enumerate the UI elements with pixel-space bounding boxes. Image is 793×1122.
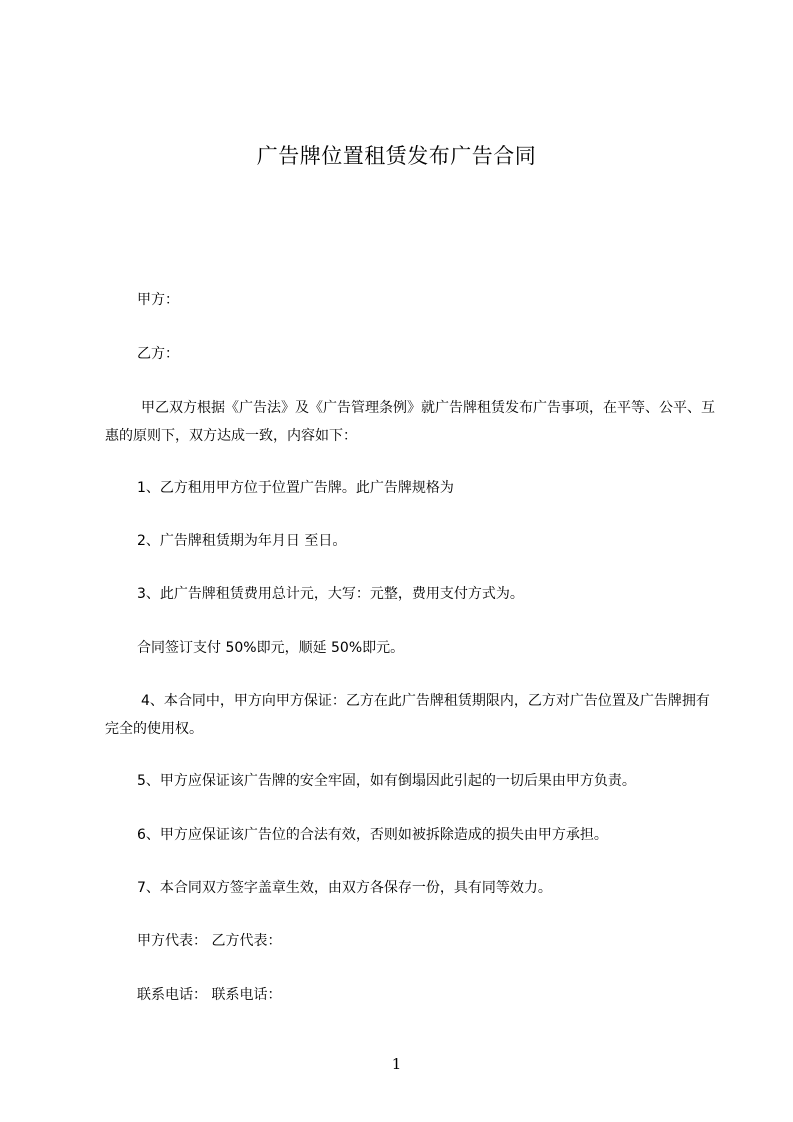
clause-2: 2、广告牌租赁期为年月日 至日。	[137, 533, 347, 549]
document-title: 广告牌位置租赁发布广告合同	[256, 144, 537, 168]
party-b-line: 乙方：	[137, 346, 179, 362]
clause-3: 3、此广告牌租赁费用总计元，大写：元整，费用支付方式为。	[137, 586, 524, 602]
payment-terms: 合同签订支付 50%即元，顺延 50%即元。	[137, 640, 405, 656]
clause-1: 1、乙方租用甲方位于位置广告牌。此广告牌规格为	[137, 480, 454, 496]
clause-7: 7、本合同双方签字盖章生效，由双方各保存一份，具有同等效力。	[137, 880, 552, 896]
clause-6: 6、甲方应保证该广告位的合法有效，否则如被拆除造成的损失由甲方承担。	[137, 827, 608, 843]
intro-paragraph: 甲乙双方根据《广告法》及《广告管理条例》就广告牌租赁发布广告事项，在平等、公平、互惠的原则下，双方达成一致，内容如下：	[105, 400, 715, 444]
clause-5: 5、甲方应保证该广告牌的安全牢固，如有倒塌因此引起的一切后果由甲方负责。	[137, 773, 636, 789]
phone-line: 联系电话： 联系电话：	[137, 987, 282, 1003]
party-a-line: 甲方：	[137, 292, 179, 308]
representatives-line: 甲方代表： 乙方代表：	[137, 933, 282, 949]
clause-4: 4、本合同中，甲方向甲方保证：乙方在此广告牌租赁期限内，乙方对广告位置及广告牌拥有完全的使用权。	[105, 693, 710, 737]
page-number: 1	[391, 1055, 402, 1073]
